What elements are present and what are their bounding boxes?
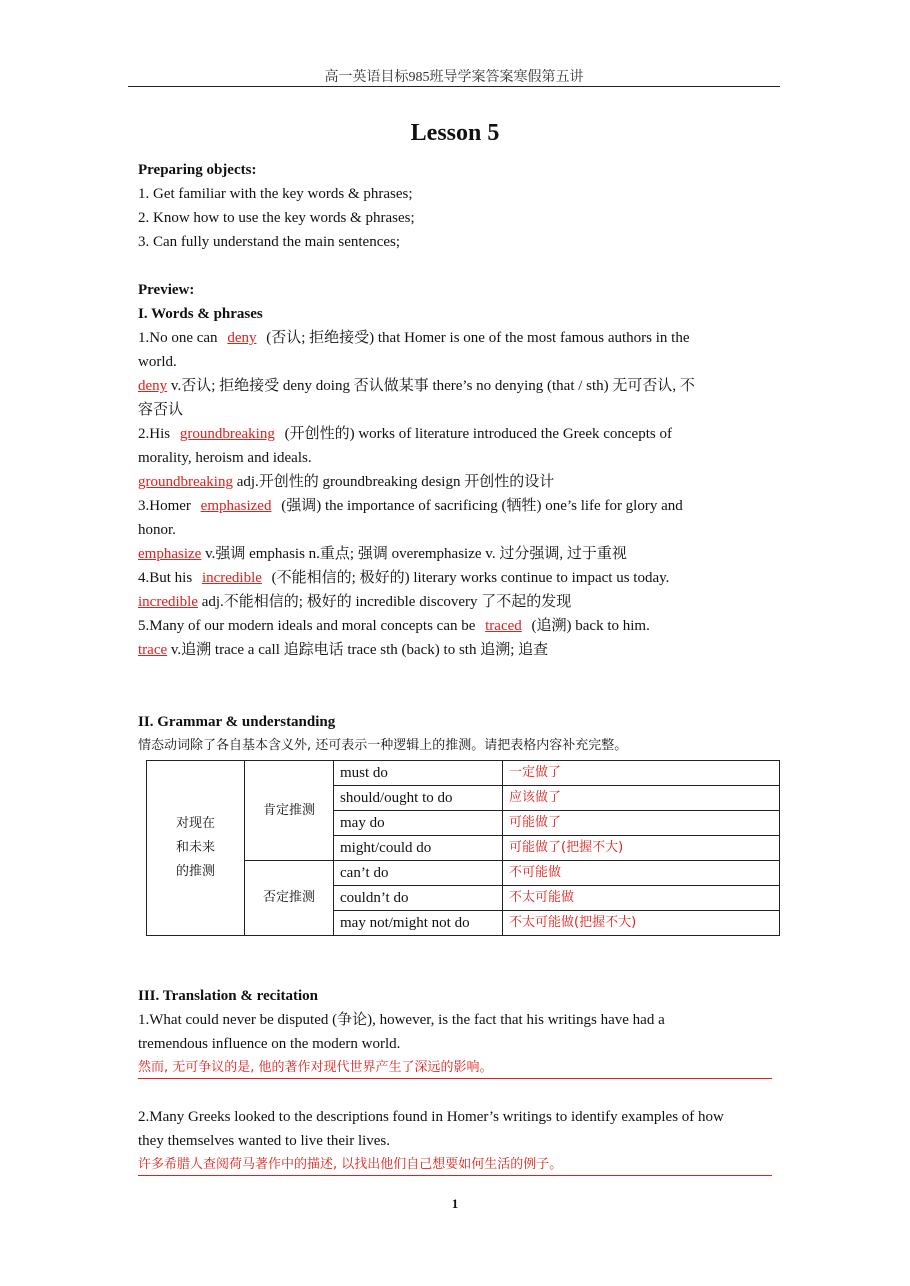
answer-blank: deny: [227, 330, 257, 346]
phrase-cell: should/ought to do: [334, 786, 503, 811]
vocab-note-incredible: incredible adj.不能相信的; 极好的 incredible discovery 了不起的发现: [138, 594, 572, 610]
translation-2-line1: 2.Many Greeks looked to the descriptions found in Homer’s writings to identify examples of how: [138, 1109, 724, 1125]
vocab-note-cont: 容否认: [138, 402, 184, 418]
preview-heading: Preview:: [138, 282, 195, 298]
section-number: I: [138, 306, 144, 322]
section-grammar-heading: [138, 710, 778, 734]
phrase-cell: couldn’t do: [334, 886, 503, 911]
section-title: . Words & phrases: [143, 306, 263, 322]
answer-blank: groundbreaking: [179, 426, 275, 442]
question-2-cont: morality, heroism and ideals.: [138, 450, 312, 466]
vocab-word: trace: [138, 642, 168, 658]
answer-blank: traced: [485, 618, 522, 634]
phrase-cell: can’t do: [334, 861, 503, 886]
phrase-cell: may do: [334, 811, 503, 836]
vocab-note-deny: deny v.否认; 拒绝接受 deny doing 否认做某事 there’s no denying (that / sth) 无可否认, 不: [138, 378, 695, 394]
table-row: [147, 761, 780, 786]
grammar-table: [146, 760, 780, 936]
running-header: 高一英语目标985班导学案答案寒假第五讲: [324, 70, 584, 85]
question-4: 4.But his incredible (不能相信的; 极好的) literary works continue to impact us today.: [138, 570, 670, 586]
meaning-cell: 不太可能做(把握不大): [503, 911, 780, 936]
section-words-heading: [138, 302, 778, 326]
meaning-cell: 一定做了: [503, 761, 780, 786]
vocab-word: emphasize: [138, 546, 202, 562]
section-number: II: [138, 714, 150, 730]
objective-item: 3. Can fully understand the main sentences;: [138, 234, 401, 250]
section-number: III: [138, 988, 156, 1004]
meaning-cell: 可能做了: [503, 811, 780, 836]
objective-item: 2. Know how to use the key words & phrases;: [138, 210, 415, 226]
vocab-word: groundbreaking: [138, 474, 233, 490]
header-rule: [128, 86, 780, 87]
vocab-note-trace: trace v.追溯 trace a call 追踪电话 trace sth (back) to sth 追溯; 追查: [138, 642, 549, 658]
lesson-title: Lesson 5: [410, 120, 500, 146]
section-title: . Translation & recitation: [155, 988, 319, 1004]
group-label-cell: 否定推测: [245, 861, 334, 936]
question-1: 1.No one can deny (否认; 拒绝接受) that Homer is one of the most famous authors in the: [138, 330, 690, 346]
meaning-cell: 可能做了(把握不大): [503, 836, 780, 861]
translation-1-answer: 然而, 无可争议的是, 他的著作对现代世界产生了深远的影响。: [138, 1056, 772, 1079]
phrase-cell: may not/might not do: [334, 911, 503, 936]
question-3-cont: honor.: [138, 522, 176, 538]
category-cell: [147, 761, 245, 936]
answer-blank: incredible: [201, 570, 262, 586]
vocab-note-emphasize: emphasize v.强调 emphasis n.重点; 强调 overemphasize v. 过分强调, 过于重视: [138, 546, 627, 562]
question-2: 2.His groundbreaking (开创性的) works of literature introduced the Greek concepts of: [138, 426, 672, 442]
translation-2-line2: they themselves wanted to live their lives.: [138, 1133, 391, 1149]
phrase-cell: might/could do: [334, 836, 503, 861]
question-3: 3.Homer emphasized (强调) the importance of sacrificing (牺牲) one’s life for glory and: [138, 498, 683, 514]
page-number: 1: [451, 1196, 459, 1211]
main-content: [138, 158, 778, 1178]
translation-1-line1: 1.What could never be disputed (争论), however, is the fact that his writings have had a: [138, 1012, 665, 1028]
group-label-cell: 肯定推测: [245, 761, 334, 861]
section-title: . Grammar & understanding: [149, 714, 336, 730]
vocab-word: deny: [138, 378, 168, 394]
grammar-intro: 情态动词除了各自基本含义外, 还可表示一种逻辑上的推测。请把表格内容补充完整。: [138, 738, 628, 753]
meaning-cell: 不可能做: [503, 861, 780, 886]
phrase-cell: must do: [334, 761, 503, 786]
meaning-cell: 应该做了: [503, 786, 780, 811]
answer-blank: emphasized: [200, 498, 272, 514]
vocab-word: incredible: [138, 594, 198, 610]
vocab-note-groundbreaking: groundbreaking adj.开创性的 groundbreaking design 开创性的设计: [138, 474, 555, 490]
meaning-cell: 不太可能做: [503, 886, 780, 911]
section-translation-heading: [138, 984, 778, 1008]
category-label: 对现在 和未来 的推测: [175, 816, 215, 879]
preparing-heading: Preparing objects:: [138, 162, 257, 178]
question-1-cont: world.: [138, 354, 177, 370]
objective-item: 1. Get familiar with the key words & phrases;: [138, 186, 413, 202]
translation-2-answer: 许多希腊人查阅荷马著作中的描述, 以找出他们自己想要如何生活的例子。: [138, 1153, 772, 1176]
translation-1-line2: tremendous influence on the modern world.: [138, 1036, 401, 1052]
question-5: 5.Many of our modern ideals and moral concepts can be traced (追溯) back to him.: [138, 618, 650, 634]
